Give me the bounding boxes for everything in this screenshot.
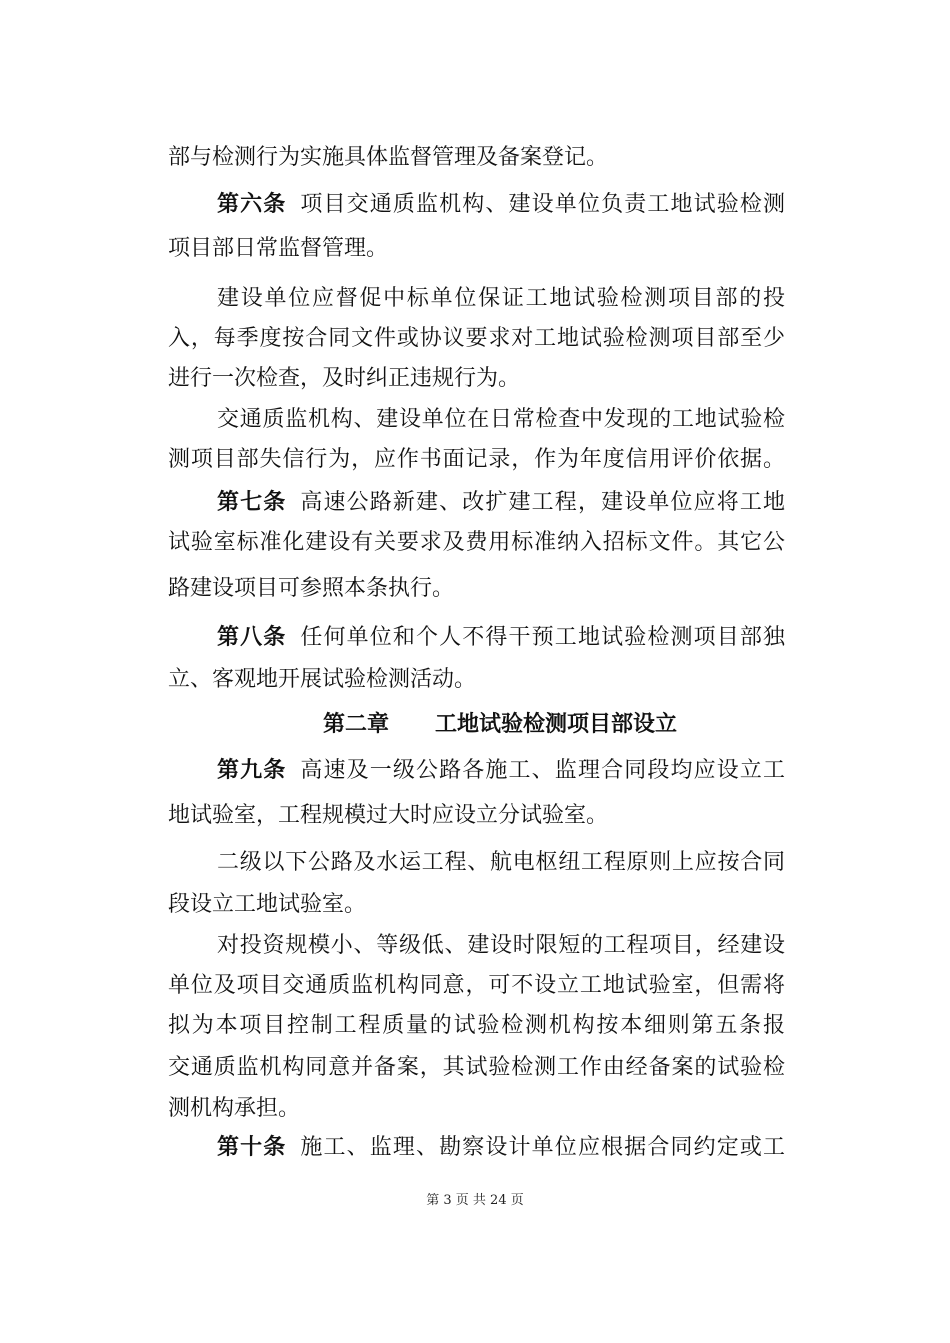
line-text: 高速公路新建、改扩建工程，建设单位应将工地 bbox=[300, 490, 785, 515]
article-9-line bbox=[0, 750, 950, 790]
line-text: 试验室标准化建设有关要求及费用标准纳入招标文件。其它公 bbox=[168, 530, 785, 555]
line-text: 高速及一级公路各施工、监理合同段均应设立工 bbox=[300, 758, 785, 783]
line-text: 测项目部失信行为，应作书面记录，作为年度信用评价依据。 bbox=[168, 447, 785, 472]
paragraph-line bbox=[0, 843, 950, 883]
article-number: 第八条 bbox=[217, 624, 287, 650]
paragraph-line bbox=[0, 569, 950, 609]
line-text: 拟为本项目控制工程质量的试验检测机构按本细则第五条报 bbox=[168, 1013, 785, 1038]
paragraph-line bbox=[0, 229, 950, 269]
line-text: 入，每季度按合同文件或协议要求对工地试验检测项目部至少 bbox=[168, 326, 785, 351]
line-text: 路建设项目可参照本条执行。 bbox=[168, 576, 455, 601]
chapter-title: 工地试验检测项目部设立 bbox=[435, 711, 678, 737]
line-text: 施工、监理、勘察设计单位应根据合同约定或工 bbox=[300, 1135, 785, 1160]
paragraph-line bbox=[0, 138, 950, 178]
line-text: 段设立工地试验室。 bbox=[168, 892, 367, 917]
article-number: 第六条 bbox=[217, 191, 287, 217]
page-footer: 第 3 页 共 24 页 bbox=[426, 1193, 524, 1208]
article-10-line bbox=[0, 1127, 950, 1167]
line-text: 测机构承担。 bbox=[168, 1096, 301, 1121]
line-text: 任何单位和个人不得干预工地试验检测项目部独 bbox=[300, 625, 785, 650]
chapter-heading bbox=[0, 702, 950, 746]
article-6-line bbox=[0, 184, 950, 224]
line-text: 项目交通质监机构、建设单位负责工地试验检测 bbox=[300, 192, 785, 217]
line-text: 二级以下公路及水运工程、航电枢纽工程原则上应按合同 bbox=[217, 850, 785, 875]
line-text: 项目部日常监督管理。 bbox=[168, 236, 389, 261]
paragraph-line bbox=[0, 885, 950, 925]
line-text: 单位及项目交通质监机构同意，可不设立工地试验室，但需将 bbox=[168, 973, 785, 998]
line-justified bbox=[217, 617, 785, 657]
line-justified bbox=[217, 1127, 785, 1167]
paragraph-line bbox=[0, 400, 950, 440]
paragraph-line bbox=[0, 660, 950, 700]
paragraph-line bbox=[0, 796, 950, 836]
line-justified bbox=[217, 750, 785, 790]
paragraph-line bbox=[0, 926, 950, 966]
paragraph-line bbox=[0, 1048, 950, 1088]
line-justified bbox=[217, 482, 785, 522]
paragraph-line bbox=[0, 1089, 950, 1129]
line-text: 交通质监机构、建设单位在日常检查中发现的工地试验检 bbox=[217, 407, 785, 432]
paragraph-line bbox=[0, 319, 950, 359]
paragraph-line bbox=[0, 359, 950, 399]
paragraph-line bbox=[0, 1006, 950, 1046]
line-text: 交通质监机构同意并备案，其试验检测工作由经备案的试验检 bbox=[168, 1055, 785, 1080]
article-number: 第十条 bbox=[217, 1134, 287, 1160]
paragraph-line bbox=[0, 966, 950, 1006]
line-text: 对投资规模小、等级低、建设时限短的工程项目，经建设 bbox=[217, 933, 785, 958]
line-text: 建设单位应督促中标单位保证工地试验检测项目部的投 bbox=[217, 286, 785, 311]
line-text: 地试验室，工程规模过大时应设立分试验室。 bbox=[168, 803, 609, 828]
paragraph-line bbox=[0, 440, 950, 480]
line-text: 部与检测行为实施具体监督管理及备案登记。 bbox=[168, 145, 609, 170]
paragraph-line bbox=[0, 279, 950, 319]
line-justified bbox=[217, 184, 785, 224]
chapter-number: 第二章 bbox=[322, 711, 389, 737]
line-text: 立、客观地开展试验检测活动。 bbox=[168, 667, 477, 692]
article-7-line bbox=[0, 482, 950, 522]
article-number: 第九条 bbox=[217, 757, 287, 783]
article-number: 第七条 bbox=[217, 489, 287, 515]
paragraph-line bbox=[0, 523, 950, 563]
line-text: 进行一次检查，及时纠正违规行为。 bbox=[168, 366, 521, 391]
article-8-line bbox=[0, 617, 950, 657]
